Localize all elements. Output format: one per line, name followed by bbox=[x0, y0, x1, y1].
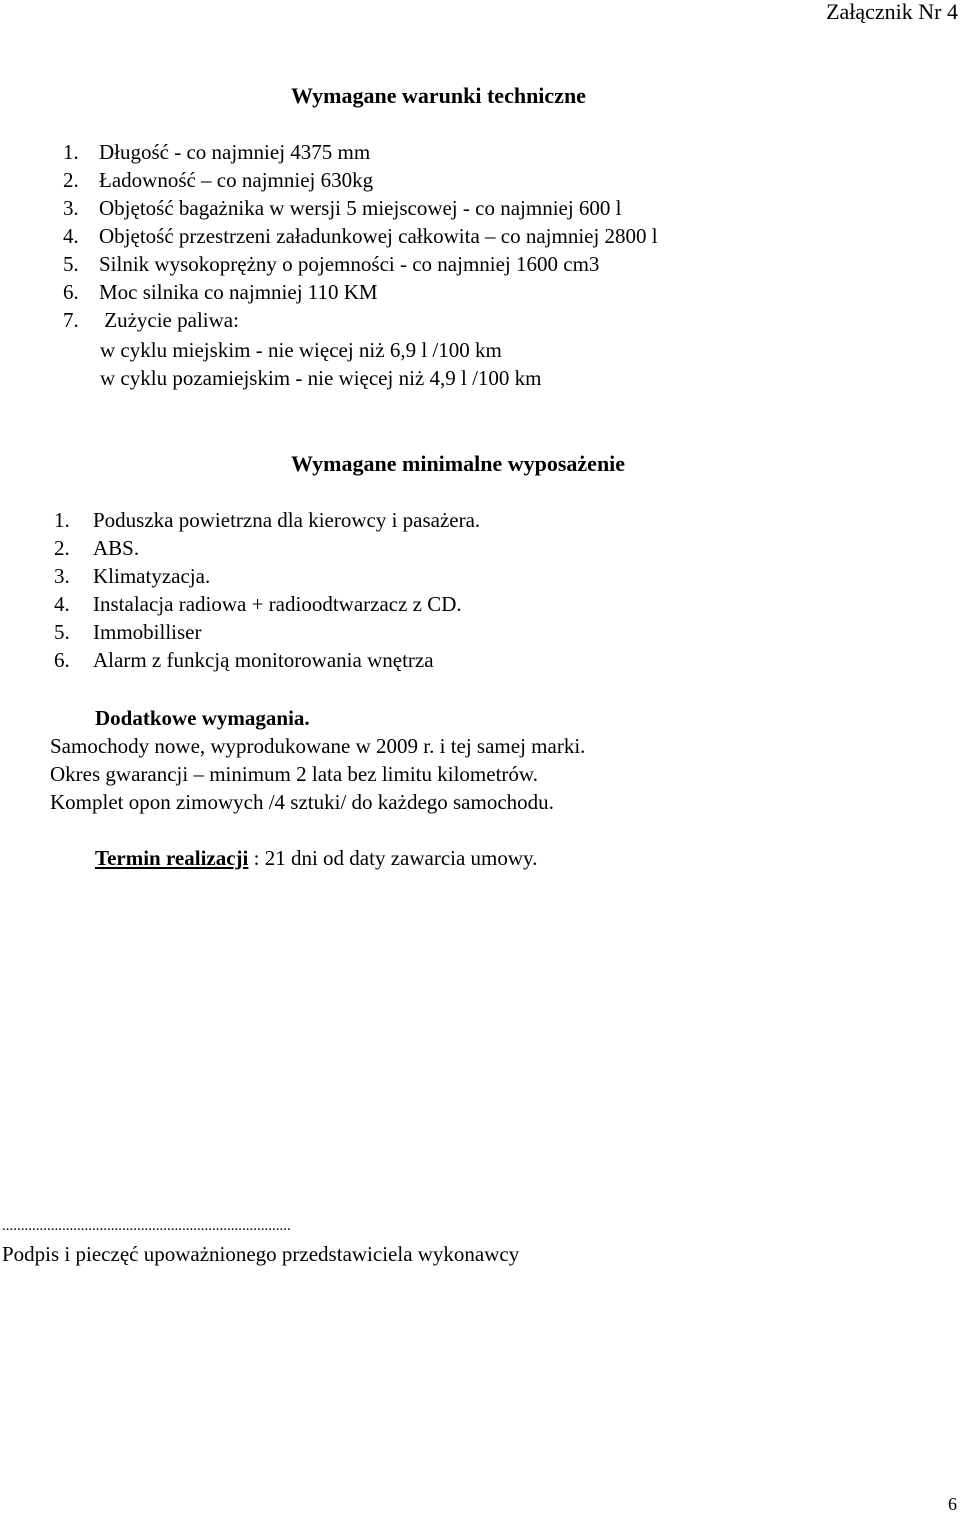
fuel-urban-line: w cyklu miejskim - nie więcej niż 6,9 l /100 km bbox=[100, 338, 502, 362]
additional-line: Samochody nowe, wyprodukowane w 2009 r. i tej samej marki. bbox=[50, 734, 586, 758]
fuel-extra-urban-line: w cyklu pozamiejskim - nie więcej niż 4,9 l /100 km bbox=[100, 366, 542, 390]
list-item: 3. Klimatyzacja. bbox=[54, 564, 211, 588]
list-item: 1. Poduszka powietrzna dla kierowcy i pasażera. bbox=[54, 508, 481, 532]
minimum-equipment-title: Wymagane minimalne wyposażenie bbox=[291, 451, 626, 476]
list-item: 1. Długość - co najmniej 4375 mm bbox=[63, 140, 371, 164]
additional-line: Okres gwarancji – minimum 2 lata bez limitu kilometrów. bbox=[50, 762, 538, 786]
additional-requirements-text bbox=[50, 732, 585, 816]
list-item: 4. Instalacja radiowa + radioodtwarzacz z CD. bbox=[54, 592, 462, 616]
list-item: 5. Immobilliser bbox=[54, 620, 202, 644]
list-item: 6. Alarm z funkcją monitorowania wnętrza bbox=[54, 648, 434, 672]
completion-term-label: Termin realizacji bbox=[95, 846, 249, 870]
technical-requirements-title: Wymagane warunki techniczne bbox=[291, 83, 586, 108]
list-item: 7. Zużycie paliwa: bbox=[63, 308, 239, 332]
completion-term bbox=[95, 844, 537, 872]
signature-line: ............................................................................. bbox=[2, 1218, 291, 1234]
annex-label: Załącznik Nr 4 bbox=[826, 0, 958, 24]
list-item: 5. Silnik wysokoprężny o pojemności - co najmniej 1600 cm3 bbox=[63, 252, 600, 276]
additional-requirements-title: Dodatkowe wymagania. bbox=[95, 706, 310, 730]
list-item: 2. Ładowność – co najmniej 630kg bbox=[63, 168, 374, 192]
minimum-equipment-list bbox=[54, 506, 480, 674]
list-item: 4. Objętość przestrzeni załadunkowej całkowita – co najmniej 2800 l bbox=[63, 224, 658, 248]
list-item: 2. ABS. bbox=[54, 536, 140, 560]
list-item: 3. Objętość bagażnika w wersji 5 miejscowej - co najmniej 600 l bbox=[63, 196, 622, 220]
signature-caption: Podpis i pieczęć upoważnionego przedstawiciela wykonawcy bbox=[2, 1242, 520, 1266]
completion-term-value: : 21 dni od daty zawarcia umowy. bbox=[248, 846, 538, 870]
list-item: 6. Moc silnika co najmniej 110 KM bbox=[63, 280, 378, 304]
additional-line: Komplet opon zimowych /4 sztuki/ do każdego samochodu. bbox=[50, 790, 554, 814]
fuel-consumption-details bbox=[100, 336, 541, 392]
page-number: 6 bbox=[948, 1494, 957, 1514]
technical-requirements-list bbox=[63, 138, 658, 334]
